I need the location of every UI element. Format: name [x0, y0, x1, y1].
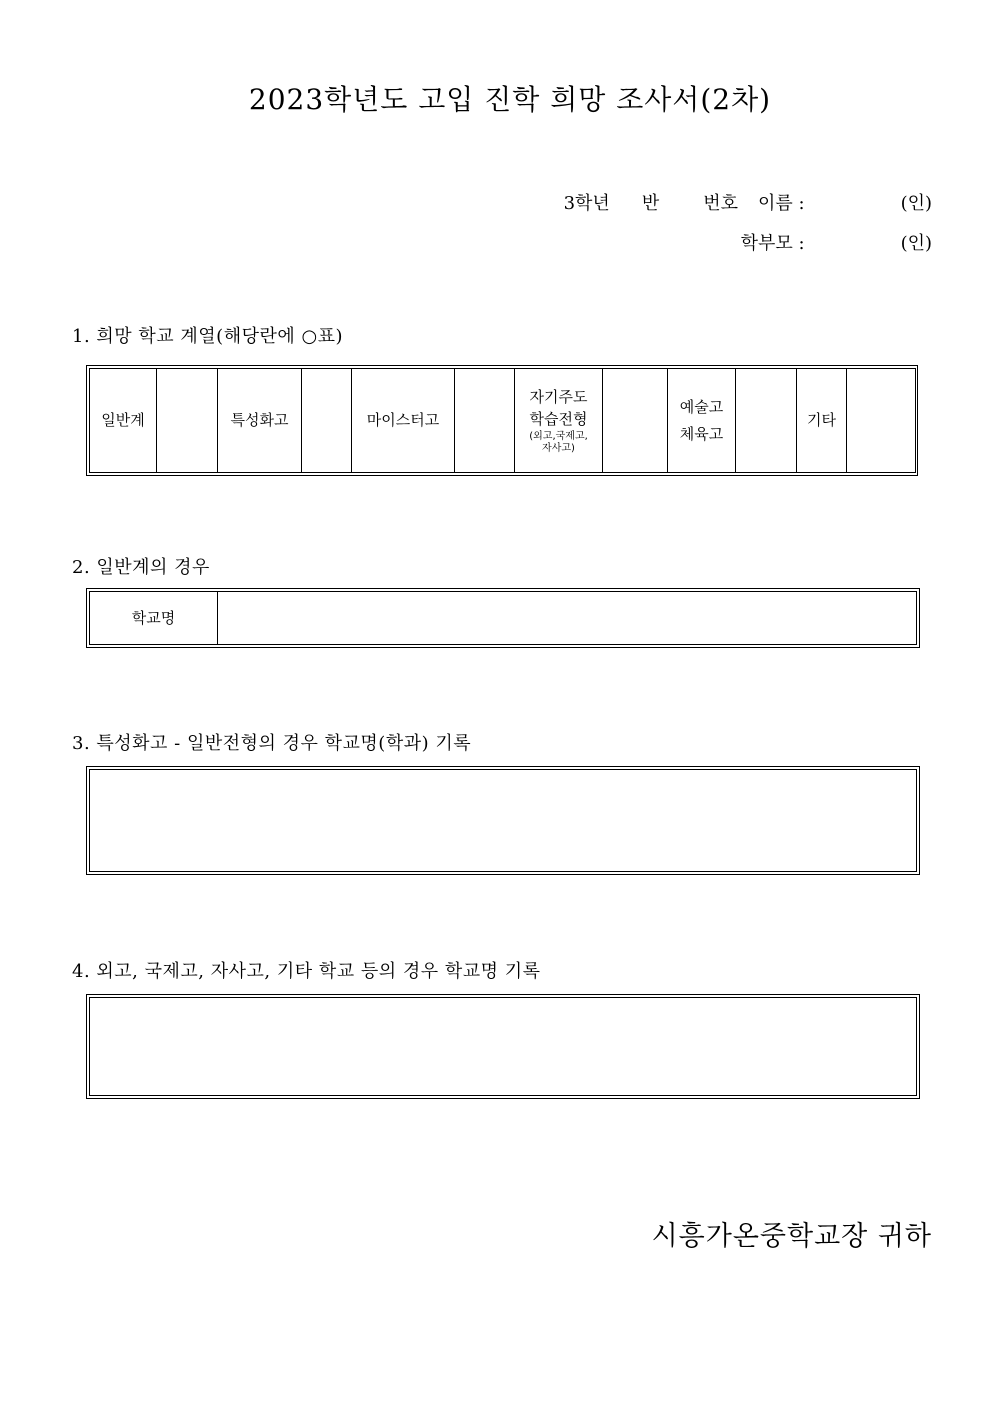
option-meister-label: 마이스터고: [352, 369, 455, 473]
other-school-box[interactable]: [86, 994, 920, 1099]
self-directed-note2: 자사고): [542, 443, 575, 454]
specialized-school-box[interactable]: [86, 766, 920, 875]
section3-heading: 3. 특성화고 - 일반전형의 경우 학교명(학과) 기록: [72, 733, 472, 754]
option-specialized-label: 특성화고: [218, 369, 302, 473]
addressee: 시흥가온중학교장 귀하: [651, 1221, 932, 1252]
option-self-directed-mark-cell[interactable]: [603, 369, 668, 473]
specialized-school-field[interactable]: [89, 769, 917, 872]
other-school-field[interactable]: [89, 997, 917, 1096]
number-label: 번호: [703, 193, 738, 214]
option-general-mark-cell[interactable]: [157, 369, 218, 473]
self-directed-note1: (외고,국제고,: [529, 430, 588, 442]
grade-label: 3학년: [563, 193, 610, 214]
section2-heading: 2. 일반계의 경우: [72, 557, 210, 578]
section4-heading: 4. 외고, 국제고, 자사고, 기타 학교 등의 경우 학교명 기록: [72, 961, 541, 982]
parent-seal: (인): [900, 233, 932, 254]
option-meister-mark-cell[interactable]: [455, 369, 515, 473]
self-directed-line2: 학습전형: [529, 410, 588, 428]
general-school-table: [86, 588, 920, 648]
arts-label: 예술고: [679, 398, 724, 417]
school-name-label: 학교명: [90, 592, 218, 645]
option-self-directed-label: [515, 369, 603, 473]
name-label: 이름 :: [758, 193, 805, 214]
option-specialized-mark-cell[interactable]: [302, 369, 352, 473]
option-general-label: 일반계: [90, 369, 157, 473]
sports-label: 체육고: [679, 424, 724, 443]
option-other-label: 기타: [797, 369, 847, 473]
parent-label: 학부모 :: [740, 233, 805, 254]
option-arts-sports-mark-cell[interactable]: [736, 369, 797, 473]
student-seal: (인): [900, 193, 932, 214]
option-other-mark-cell[interactable]: [847, 369, 916, 473]
section1-heading: 1. 희망 학교 계열(해당란에 ○표): [72, 326, 344, 347]
class-label: 반: [641, 193, 660, 214]
document-title: 2023학년도 고입 진학 희망 조사서(2차): [248, 83, 772, 116]
school-type-table: [86, 365, 918, 476]
self-directed-line1: 자기주도: [529, 387, 588, 406]
parent-info-line: [729, 208, 932, 255]
option-arts-sports-label: [668, 369, 736, 473]
school-name-field[interactable]: [218, 592, 917, 645]
